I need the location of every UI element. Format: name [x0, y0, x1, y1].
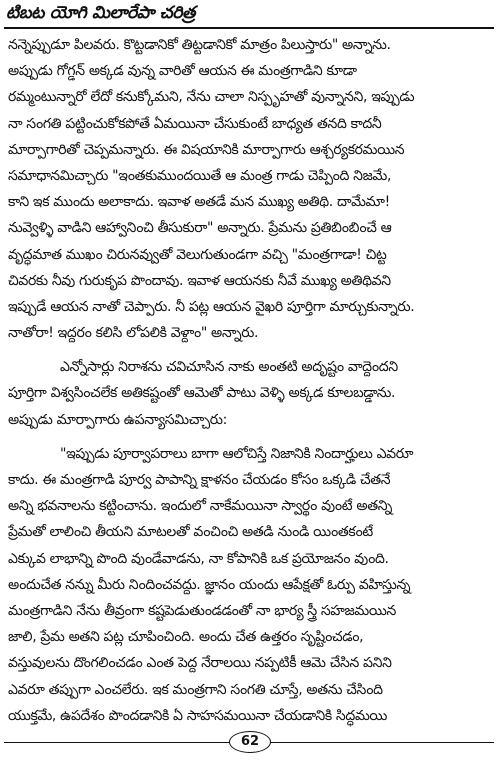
- header-title: టిబట యోగి మిలారేపా చరిత్ర: [6, 3, 196, 23]
- text-line: సమాధానమిచ్చారు "ఇంతకుముందయితే ఆ మంత్ర గాడు చెప్పింది నిజమే,: [8, 167, 392, 184]
- text-line: అందుచేత నన్ను మీరు నిందించవద్దు. జ్ఞానం యందు ఆపేక్షతో ఓర్పు వహిస్తున్న: [8, 576, 411, 593]
- paragraph-spacer: [8, 346, 494, 354]
- text-line: వృద్ధమాత ముఖం చిరునవ్వుతో వెలుగుతుండగా వచ్చి "మంత్రగాడా! చిట్ట: [8, 246, 387, 263]
- text-line: ఎవరూ తప్పుగా ఎంచలేరు. ఇక మంత్రగాని సంగతి చూస్తే, అతను చేసింది: [8, 681, 383, 698]
- body-text: [8, 32, 494, 729]
- text-line: నువ్వెళ్ళి వాడిని ఆహ్వానించి తీసుకురా" అన్నారు. ప్రేమను ప్రతిబింబించే ఆ: [8, 220, 392, 237]
- text-line: యుక్తమే, ఉపదేశం పొందడానికి ఏ సాహసమయినా చేయడానికి సిద్ధమయి: [8, 707, 388, 724]
- text-line: జాలి, ప్రేమ అతని పట్ల చూపించింది. అందు చేత ఉత్తరం సృష్టించడం,: [8, 629, 364, 646]
- text-line: మంత్రగాడిని నేను తీవ్రంగా కష్టపెడుతుండడంతో నా భార్య స్త్రీ సహజమయిన: [8, 602, 396, 619]
- text-line: వస్తువులను దొంగలించడం ఎంత పెద్ద నేరాలయి నప్పటికీ ఆమె చేసిన పనిని: [8, 655, 392, 672]
- text-line: ఎన్నోసార్లు నిరాశను చవిచూసిన నాకు అంతటి అదృష్టం వాద్దెందని: [60, 359, 398, 376]
- page-number: 62: [229, 731, 271, 753]
- text-line: అన్ని భవనాలను కట్టించాను. ఇందులో నాకేమయినా స్వార్థం వుంటే అతన్ని: [8, 498, 393, 515]
- text-line: ఎక్కువ లాభాన్ని పొంది వుండేవాడను, నా కోపానికి ఒక ప్రయోజనం వుంది.: [8, 550, 389, 567]
- text-line: నా సంగతి పట్టించుకోకపోతే ఏమయినా చేసుకుంటే బాధ్యత తనది కాదనీ: [8, 115, 382, 132]
- text-line: నన్నెప్పుడూ పిలవరు. కొట్టడానికో తిట్టడానికో మాత్రం పిలుస్తారు" అన్నాను.: [8, 37, 391, 53]
- paragraph-spacer: [8, 433, 494, 441]
- text-line: "ఇప్పుడు పూర్వాపరాలు బాగా ఆలోచిస్తే నిజానికి నిందార్హులు ఎవరూ: [60, 445, 414, 462]
- text-line: ఇప్పుడే ఆయన నాతో చెప్పారు. నీ పట్ల ఆయన వైఖరి పూర్తిగా మార్చుకున్నారు.: [8, 298, 415, 315]
- header-rule: [4, 27, 494, 29]
- text-line: అప్పుడు గోగ్డన్ అక్కడ వున్న వారితో ఆయన ఈ మంత్రగాడిని కూడా: [8, 63, 357, 80]
- text-line: రమ్మంటున్నారో లేదో కనుక్కోమని, నేను చాలా నిస్పృహతో వున్నానని, ఇప్పుడు: [8, 89, 415, 106]
- text-line: అప్పుడు మార్పాగారు ఉపన్యాసమిచ్చారు:: [8, 411, 227, 428]
- text-line: పూర్తిగా విశ్వసించలేక అతికష్టంతో ఆమెతో పాటు వెళ్ళి అక్కడ కూలబడ్డాను.: [8, 385, 396, 402]
- text-line: నాతోరా! ఇద్దరం కలిసి లోపలికి వెళ్దాం" అన్నారు.: [8, 325, 259, 342]
- text-line: చివరకు నీవు గురుకృప పొందావు. ఇవాళ ఆయనకు నీవే ముఖ్య అతిథివని: [8, 272, 391, 289]
- text-line: ప్రేమతో లాలించి తీయని మాటలతో వంచించి అతడి నుండి యింతకంటే: [8, 524, 373, 541]
- running-header: [4, 3, 494, 29]
- text-line: కాదు. ఈ మంత్రగాడి పూర్వ పాపాన్ని క్షాళనం చేయడం కోసం ఒక్కడి చేతనే: [8, 472, 391, 488]
- paragraph-3: [8, 441, 494, 729]
- paragraph-2: [8, 354, 494, 433]
- text-line: మార్పాగారితో చెప్పమన్నారు. ఈ విషయానికి మార్పాగారు ఆశ్చర్యకరమయిన: [8, 141, 405, 158]
- page-footer: [0, 731, 500, 759]
- paragraph-1: [8, 32, 494, 346]
- text-line: కాని ఇక ముందు అలాకాదు. ఇవాళ అతడే మన ముఖ్య అతిథి. దామేమా!: [8, 194, 390, 211]
